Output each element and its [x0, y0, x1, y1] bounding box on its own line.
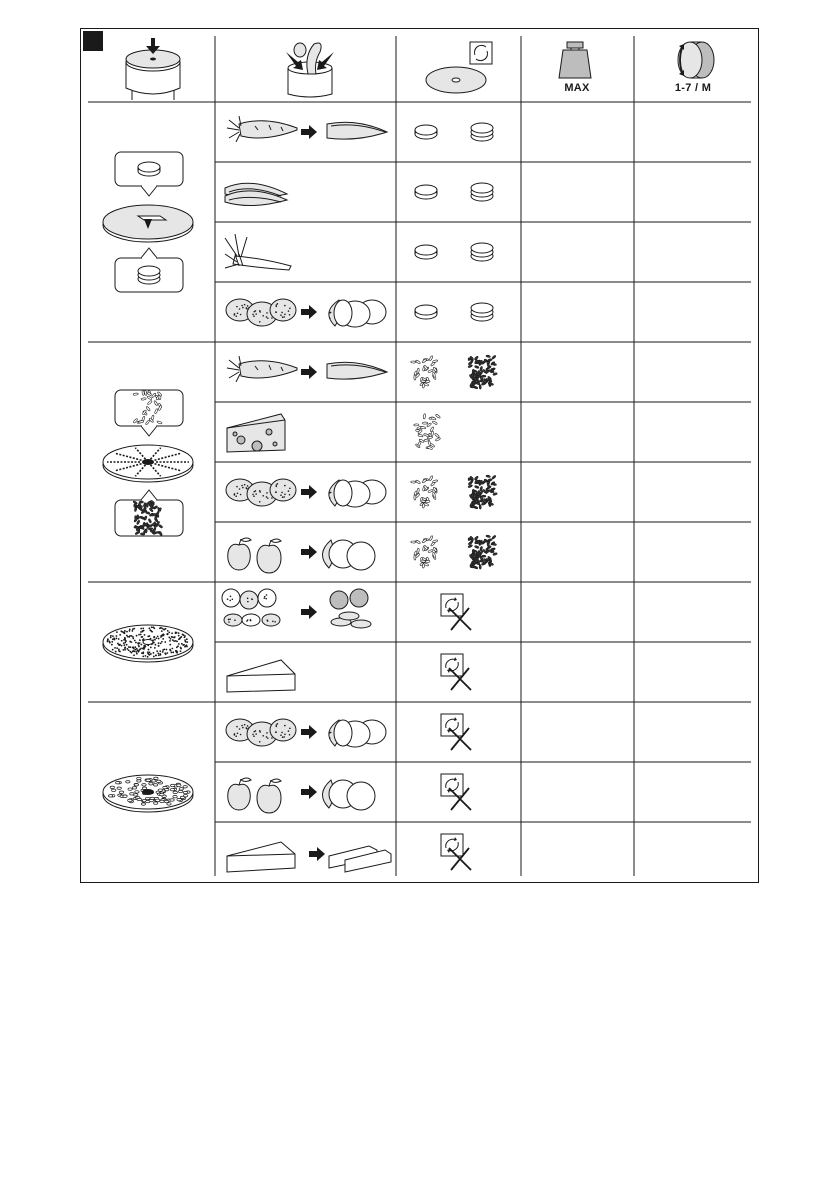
weight-max-icon — [557, 38, 593, 82]
speed-label: 1-7 / M — [674, 82, 712, 94]
food-potato-row-4-1 — [221, 706, 391, 758]
food-cheese-wedge-row-4-3 — [221, 826, 391, 878]
food-potato-row-2-3 — [221, 466, 391, 518]
result-shred-fine-and-coarse-row-2-3 — [398, 466, 518, 518]
food-carrot-row-2-1 — [221, 346, 391, 398]
result-shred-fine-and-coarse-row-2-4 — [398, 526, 518, 578]
food-carrot-row-1-1 — [221, 106, 391, 158]
weight-max-label: MAX — [564, 82, 590, 94]
pusher-insert-icon — [280, 38, 340, 98]
result-not-reversible-row-3-1 — [398, 586, 518, 638]
result-slice-thin-and-thick-row-1-1 — [398, 106, 518, 158]
speed-dial-icon — [670, 38, 720, 82]
food-apple-row-4-2 — [221, 766, 391, 818]
grating-disc-coarse-illustration — [95, 710, 205, 874]
figure-marker — [83, 31, 103, 51]
reversible-slicing-disc-illustration — [95, 110, 205, 334]
reversible-shredding-disc-illustration — [95, 350, 205, 574]
result-slice-thin-and-thick-row-1-2 — [398, 166, 518, 218]
food-cheese-row-2-2 — [221, 406, 391, 458]
result-slice-thin-and-thick-row-1-4 — [398, 286, 518, 338]
food-nuts-row-3-1 — [221, 586, 391, 638]
result-not-reversible-row-3-2 — [398, 646, 518, 698]
result-not-reversible-row-4-3 — [398, 826, 518, 878]
reversible-disc-icon — [424, 40, 500, 96]
feed-tube-disc-icon — [118, 38, 188, 100]
result-slice-thin-and-thick-row-1-3 — [398, 226, 518, 278]
food-leek-row-1-3 — [221, 226, 391, 278]
food-potato-row-1-4 — [221, 286, 391, 338]
result-shred-fine-row-2-2 — [398, 406, 518, 458]
result-shred-fine-and-coarse-row-2-1 — [398, 346, 518, 398]
result-not-reversible-row-4-2 — [398, 766, 518, 818]
food-cucumber-row-1-2 — [221, 166, 391, 218]
food-apple-row-2-4 — [221, 526, 391, 578]
result-not-reversible-row-4-1 — [398, 706, 518, 758]
food-hard-cheese-row-3-2 — [221, 646, 391, 698]
grating-disc-fine-illustration — [95, 590, 205, 694]
